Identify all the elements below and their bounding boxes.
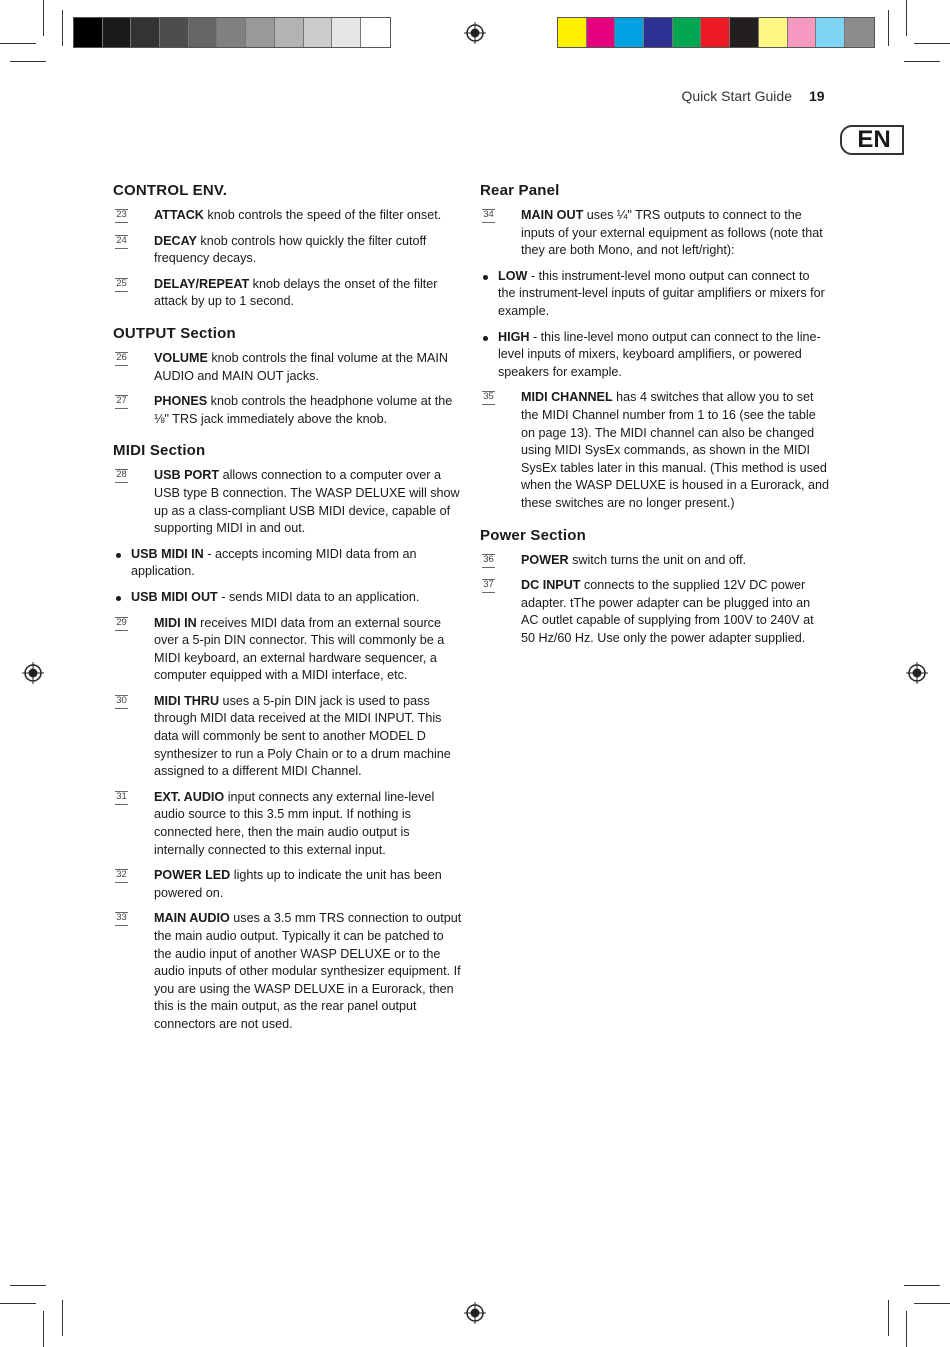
crop-mark [888,10,889,46]
item-24: 24 DECAY knob controls how quickly the filter cutoff frequency decays. [116,233,427,266]
crop-mark [10,1285,46,1286]
color-swatch [615,18,644,47]
item-34: 34 MAIN OUT uses ¼" TRS outputs to connect to the inputs of your external equipment as follows (note that they are both Mono, and not left/right): [483,208,823,258]
crop-mark [62,1300,63,1336]
color-swatch [160,18,189,47]
grayscale-color-bar [73,17,391,48]
section-title-control-env: CONTROL ENV. [113,182,228,199]
crop-mark [43,1311,44,1347]
item-31: 31 EXT. AUDIO input connects any external line-level audio source to this 3.5 mm input. If nothing is connected here, then the main audio output is internally connected to this external input. [116,789,435,857]
color-swatch [217,18,246,47]
color-swatch [189,18,218,47]
right-column [480,182,830,655]
guide-title: Quick Start Guide [681,88,792,104]
item-36: 36 POWER switch turns the unit on and off. [483,552,747,567]
color-swatch [361,18,390,47]
color-swatch [332,18,361,47]
page-number: 19 [809,88,825,104]
process-color-bar [557,17,875,48]
crop-mark [914,43,950,44]
bullet-usb-midi-out: USB MIDI OUT - sends MIDI data to an application. [113,589,463,607]
color-swatch [816,18,845,47]
crop-mark [904,1285,940,1286]
color-swatch [644,18,673,47]
section-title-output: OUTPUT Section [113,324,236,342]
registration-mark-icon [906,662,928,684]
color-swatch [759,18,788,47]
color-swatch [103,18,132,47]
color-swatch [788,18,817,47]
bullet-low: LOW - this instrument-level mono output can connect to the instrument-level inputs of guitar amplifiers or mixers for example. [480,268,830,321]
crop-mark [43,0,44,36]
color-swatch [304,18,333,47]
item-32: 32 POWER LED lights up to indicate the unit has been powered on. [116,868,442,900]
registration-mark-icon [22,662,44,684]
crop-mark [906,1311,907,1347]
item-35: 35 MIDI CHANNEL has 4 switches that allow you to set the MIDI Channel number from 1 to 16 (see the table on page 13). The MIDI channel can also be changed using MIDI SysEx commands, as shown in the MIDI SysEx tables later in this manual. (This method is used when the WASP DELUXE is housed in a Eurorack, and these switches are no longer present.) [483,390,830,510]
bullet-usb-midi-in: USB MIDI IN - accepts incoming MIDI data from an application. [113,546,463,581]
language-tab: EN [840,125,904,155]
item-33: 33 MAIN AUDIO uses a 3.5 mm TRS connection to output the main audio output. Typically it can be patched to the audio input of another WASP DELUXE or to the audio inputs of other modular synthesizer equipment. If you are using the WASP DELUXE in a Eurorack, then this is the main output, as the rear panel output connectors are not used. [116,911,462,1031]
color-swatch [845,18,874,47]
item-28: 28 USB PORT allows connection to a computer over a USB type B connection. The WASP DELUXE will show up as a class-compliant USB MIDI device, capable of supporting MIDI in and out. [116,468,460,536]
crop-mark [906,0,907,36]
color-swatch [131,18,160,47]
color-swatch [730,18,759,47]
registration-mark-icon [464,22,486,44]
item-26: 26 VOLUME knob controls the final volume at the MAIN AUDIO and MAIN OUT jacks. [116,350,448,383]
section-title-rear-panel: Rear Panel [480,182,560,199]
item-23: 23 ATTACK knob controls the speed of the filter onset. [116,208,442,222]
item-37: 37 DC INPUT connects to the supplied 12V DC power adapter. tThe power adapter can be plugged into an AC outlet capable of supplying from 100V to 240V at 50 Hz/60 Hz. Use only the power adapter supplied. [483,578,814,645]
color-swatch [74,18,103,47]
color-swatch [701,18,730,47]
item-30: 30 MIDI THRU uses a 5-pin DIN jack is used to pass through MIDI data received at the MIDI INPUT. This data will commonly be sent to another MODEL D synthesizer to run a Poly Chain or to a drum machine assigned to a different MIDI Channel. [116,693,451,779]
item-27: 27 PHONES knob controls the headphone volume at the ⅛" TRS jack immediately above the knob. [116,394,453,426]
crop-mark [0,43,36,44]
color-swatch [275,18,304,47]
crop-mark [0,1303,36,1304]
crop-mark [888,1300,889,1336]
registration-mark-icon [464,1302,486,1324]
color-swatch [587,18,616,47]
color-swatch [673,18,702,47]
crop-mark [62,10,63,46]
color-swatch [558,18,587,47]
crop-mark [904,61,940,62]
section-title-midi: MIDI Section [113,442,206,460]
item-29: 29 MIDI IN receives MIDI data from an external source over a 5-pin DIN connector. This will commonly be a MIDI keyboard, an external hardware sequencer, a computer equipped with a MIDI interface, etc. [116,615,445,683]
left-column [113,182,463,1042]
color-swatch [246,18,275,47]
item-25: 25 DELAY/REPEAT knob delays the onset of the filter attack by up to 1 second. [116,276,438,309]
section-title-power: Power Section [480,526,586,544]
crop-mark [10,61,46,62]
bullet-high: HIGH - this line-level mono output can connect to the line-level inputs of mixers, keyboard amplifiers, or powered speakers for example. [480,329,830,382]
crop-mark [914,1303,950,1304]
